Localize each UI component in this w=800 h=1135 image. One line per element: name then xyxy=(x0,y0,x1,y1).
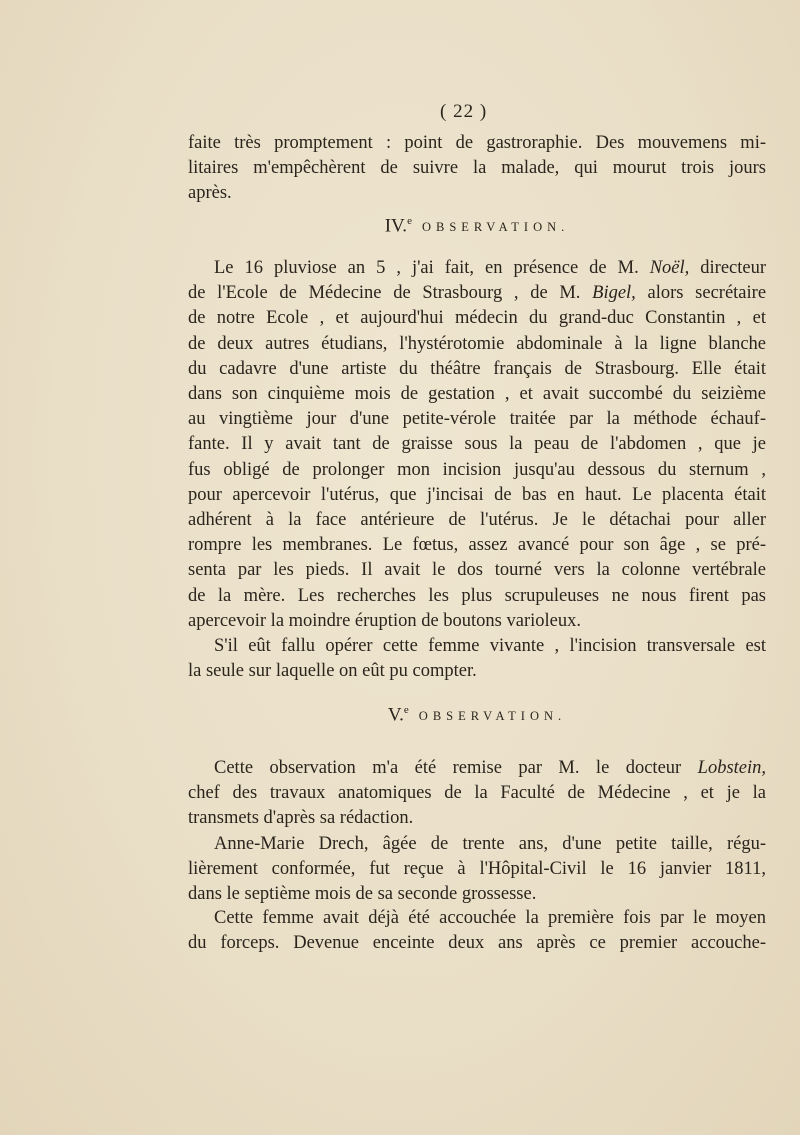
text-line: de l'Ecole de Médecine de Strasbourg , de M. Bigel, alors secrétaire xyxy=(188,283,767,304)
text-line: pour apercevoir l'utérus, que j'incisai de bas en haut. Le placenta était xyxy=(188,484,766,505)
page-number: ( 22 ) xyxy=(440,101,488,122)
text-line: adhérent à la face antérieure de l'utérus. Je le détachai pour aller xyxy=(188,510,766,531)
text-line: fus obligé de prolonger mon incision jusqu'au dessous du sternum , xyxy=(188,459,766,480)
paragraph-3 xyxy=(188,634,766,684)
text-line: Le 16 pluviose an 5 , j'ai fait, en présence de M. Noël, directeur xyxy=(214,258,767,278)
text-line: du cadavre d'une artiste du théâtre français de Strasbourg. Elle était xyxy=(188,358,766,379)
paragraph-1 xyxy=(188,131,766,207)
heading-numeral: IV. xyxy=(384,215,408,237)
text-line: apercevoir la moindre éruption de boutons varioleux. xyxy=(188,610,581,631)
paragraph-6 xyxy=(188,906,766,956)
heading-numeral: V. xyxy=(387,704,404,726)
text-line: au vingtième jour d'une petite-vérole traitée par la méthode échauf- xyxy=(188,409,766,430)
text-line: dans le septième mois de sa seconde grossesse. xyxy=(188,884,537,905)
text-line: dans son cinquième mois de gestation , et avait succombé du seizième xyxy=(188,384,766,405)
heading-superscript: e xyxy=(403,704,409,716)
paragraph-5 xyxy=(188,832,766,908)
text-line: de deux autres étudians, l'hystérotomie abdominale à la ligne blanche xyxy=(188,333,766,354)
paragraph-4 xyxy=(188,756,766,832)
text-line: litaires m'empêchèrent de suivre la malade, qui mourut trois jours xyxy=(188,158,766,179)
text-line: chef des travaux anatomiques de la Faculté de Médecine , et je la xyxy=(188,783,766,804)
text-line: du forceps. Devenue enceinte deux ans après ce premier accouche- xyxy=(188,933,766,954)
section-heading-v xyxy=(188,704,766,726)
name-bigel: Bigel, xyxy=(592,283,636,304)
text-line: faite très promptement : point de gastroraphie. Des mouvemens mi- xyxy=(188,133,766,153)
text-line: après. xyxy=(188,183,232,204)
name-noel: Noël, xyxy=(649,258,690,278)
text-line: de notre Ecole , et aujourd'hui médecin du grand-duc Constantin , et xyxy=(188,308,766,329)
name-lobstein: Lobstein, xyxy=(697,758,767,778)
heading-superscript: e xyxy=(407,215,412,227)
text-line: la seule sur laquelle on eût pu compter. xyxy=(188,661,477,682)
paragraph-2 xyxy=(188,256,766,634)
text-line: Anne-Marie Drech, âgée de trente ans, d'une petite taille, régu- xyxy=(214,834,766,854)
text-line: Cette observation m'a été remise par M. le docteur Lobstein, xyxy=(214,758,767,778)
text-line: de la mère. Les recherches les plus scrupuleuses ne nous firent pas xyxy=(188,585,766,606)
section-heading-iv xyxy=(188,215,766,237)
text-line: senta par les pieds. Il avait le dos tourné vers la colonne vertébrale xyxy=(188,560,766,581)
text-line: transmets d'après sa rédaction. xyxy=(188,808,414,829)
text-line: S'il eût fallu opérer cette femme vivante , l'incision transversale est xyxy=(214,636,766,656)
heading-word: OBSERVATION. xyxy=(418,709,567,724)
text-line: lièrement conformée, fut reçue à l'Hôpital-Civil le 16 janvier 1811, xyxy=(188,859,766,880)
text-line: Cette femme avait déjà été accouchée la première fois par le moyen xyxy=(214,908,766,928)
text-line: rompre les membranes. Le fœtus, assez avancé pour son âge , se pré- xyxy=(188,535,766,556)
heading-word: OBSERVATION. xyxy=(421,220,570,235)
text-line: fante. Il y avait tant de graisse sous la peau de l'abdomen , que je xyxy=(188,434,766,455)
